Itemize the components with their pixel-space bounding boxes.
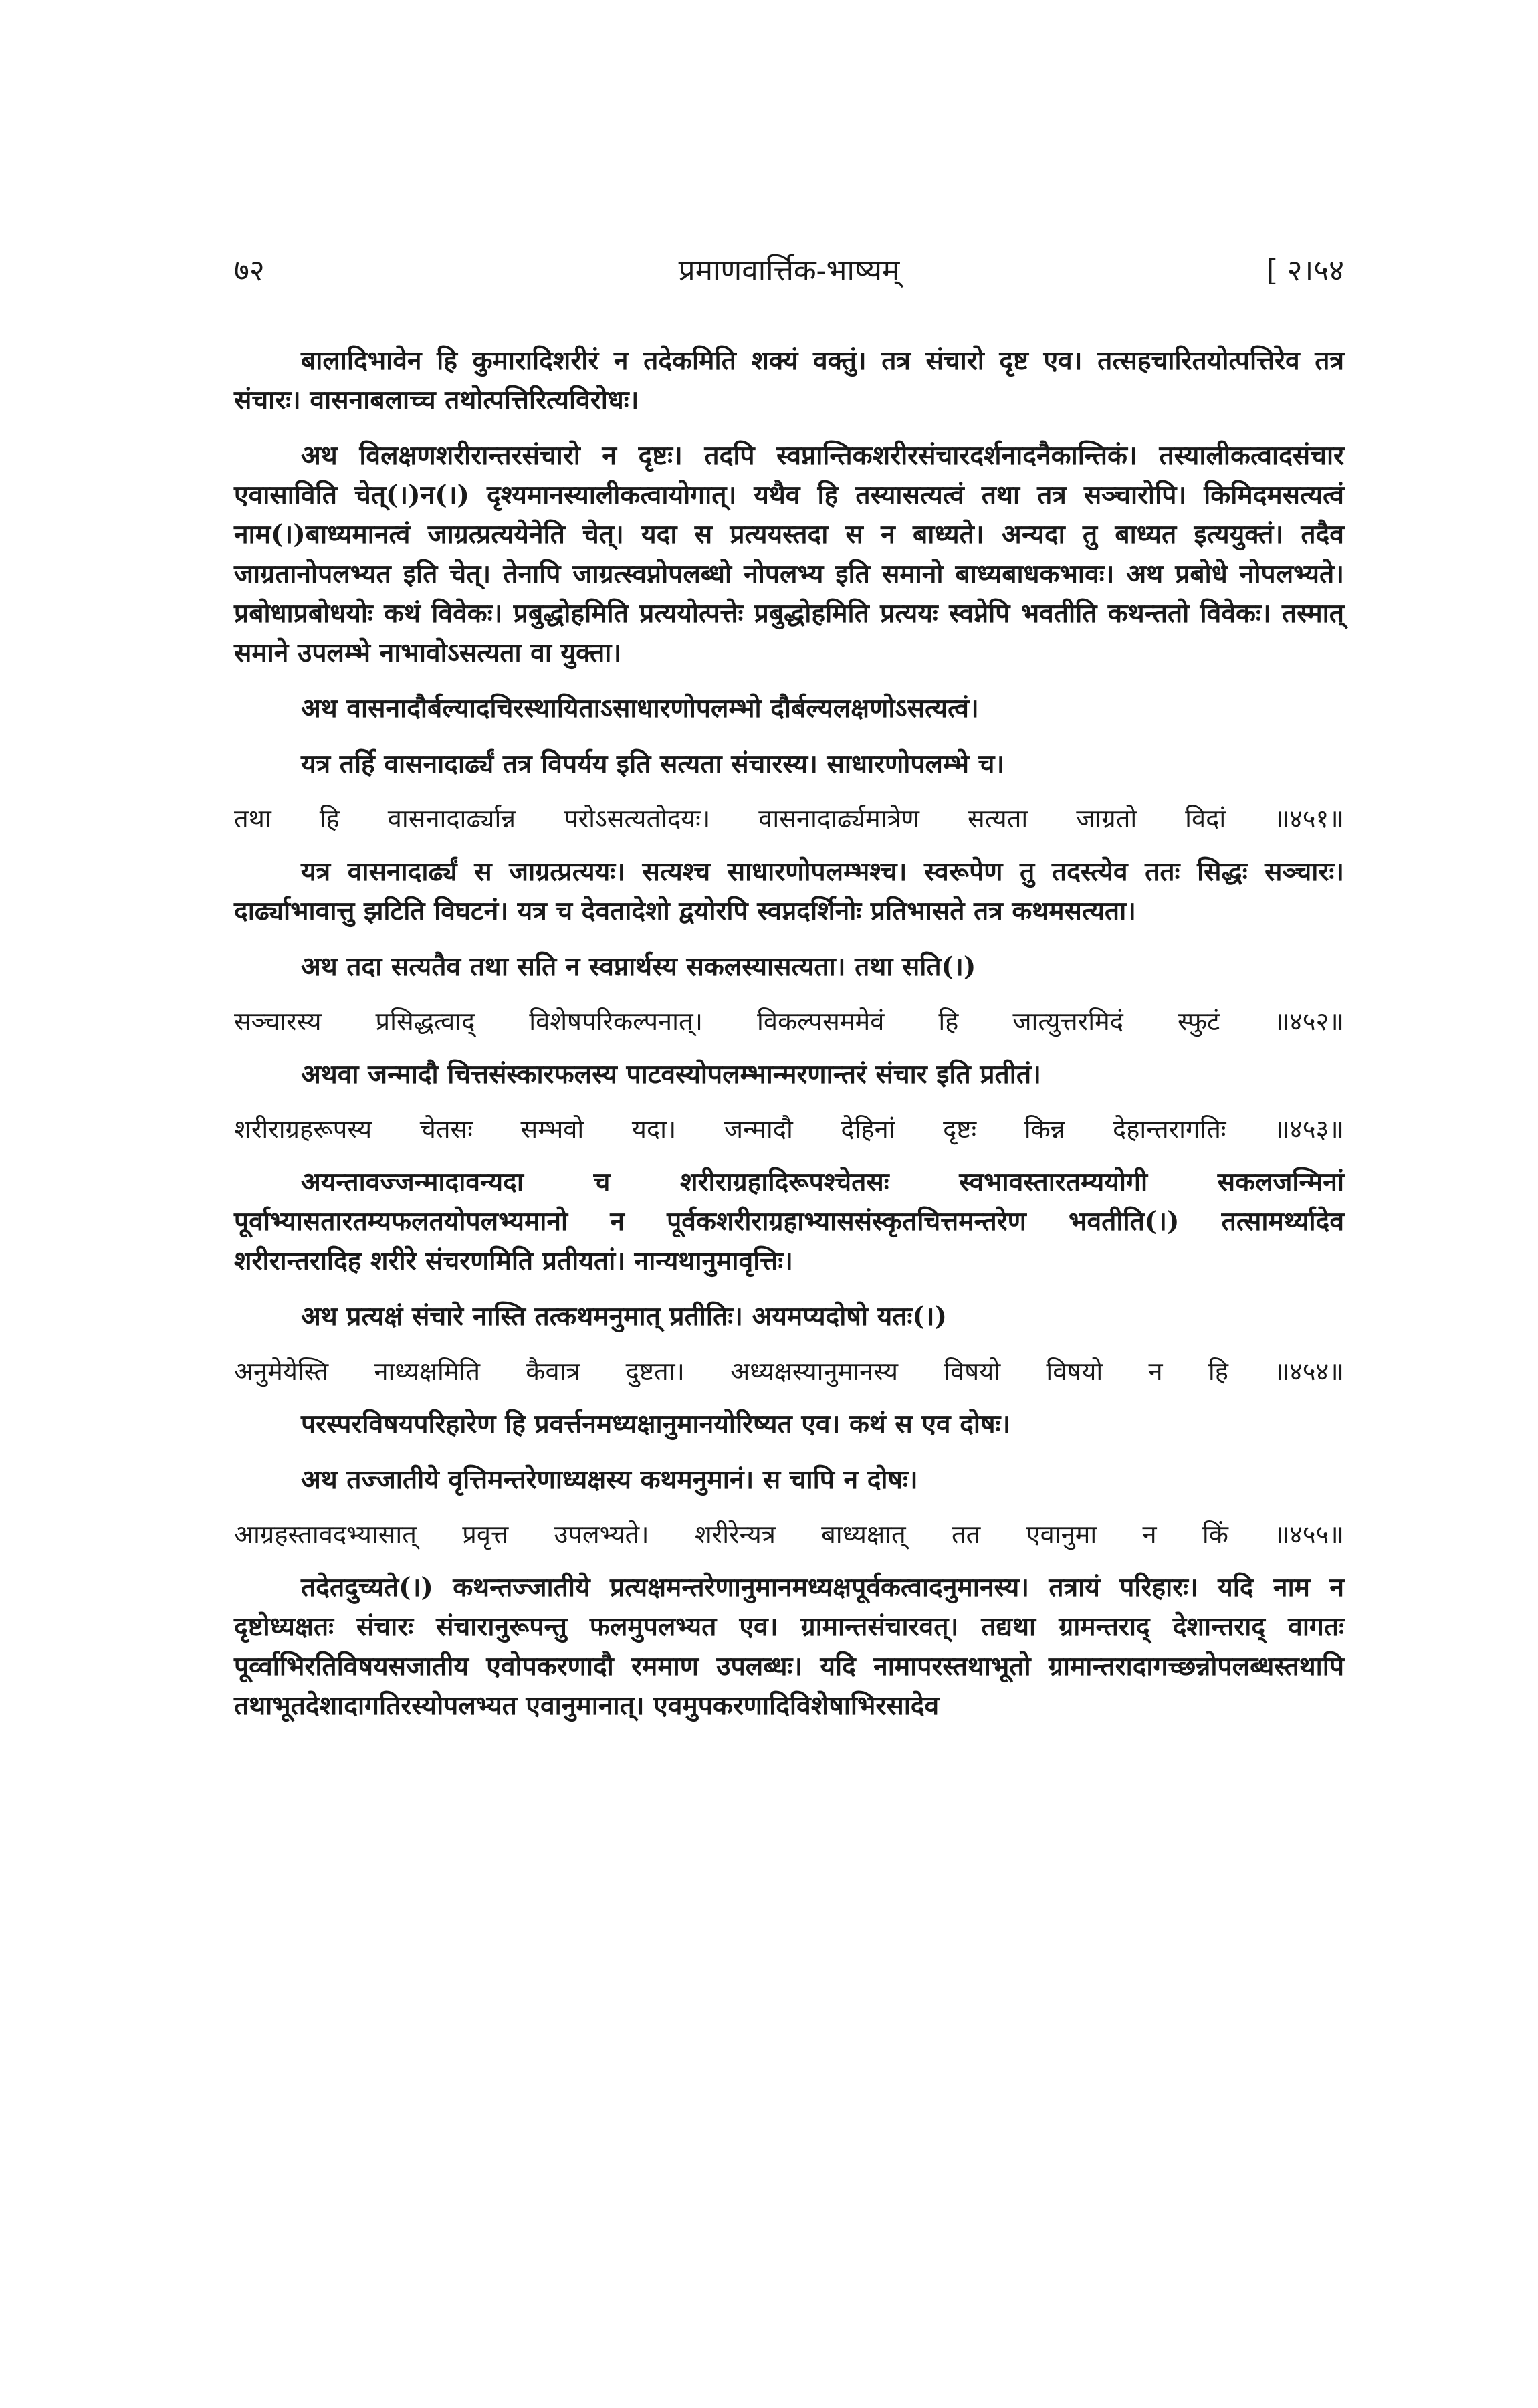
commentary-paragraph: अथ प्रत्यक्षं संचारे नास्ति तत्कथमनुमात् प्रतीतिः। अयमप्यदोषो यतः(।) — [301, 1301, 948, 1332]
commentary-paragraph: अयन्तावज्जन्मादावन्यदा च शरीराग्रहादिरूपश्चेतसः स्वभावस्तारतम्ययोगी सकलजन्मिनां पूर्वाभ्यासतारतम्यफलतयोपलभ्यमानो न पूर्वकशरीराग्रहाभ्याससंस्कृतचित्तमन्तरेण भवतीति(।) तत्सामर्थ्यादेव शरीरान्तरादिह शरीरे संचरणमिति प्रतीयतां। नान्यथानुमावृत्तिः। — [234, 1167, 1344, 1276]
verse-reference: [ २।५४ — [1266, 254, 1344, 288]
commentary-paragraph: परस्परविषयपरिहारेण हि प्रवर्त्तनमध्यक्षानुमानयोरिष्यत एव। कथं स एव दोषः। — [301, 1409, 1011, 1439]
verse-number: ॥४५३॥ — [1274, 1114, 1344, 1144]
verse-line — [234, 1516, 1344, 1553]
commentary-paragraph: यत्र वासनादार्ढ्यं स जाग्रत्प्रत्ययः। सत्यश्च साधारणोपलम्भश्च। स्वरूपेण तु तदस्त्येव ततः सिद्धः सञ्चारः। दार्ढ्याभावात्तु झटिति विघटनं। यत्र च देवतादेशो द्वयोरपि स्वप्नदर्शिनोः प्रतिभासते तत्र कथमसत्यता। — [234, 856, 1344, 926]
verse-number: ॥४५२॥ — [1274, 1007, 1344, 1036]
commentary-paragraph: अथ तदा सत्यतैव तथा सति न स्वप्नार्थस्य सकलस्यासत्यता। तथा सति(।) — [301, 951, 976, 982]
page-body — [234, 341, 1344, 1726]
page-number: ७२ — [234, 254, 265, 288]
verse-text: तथा हि वासनादार्ढ्यान्न परोऽसत्यतोदयः। वासनादार्ढ्यमात्रेण सत्यता जाग्रतो विदां — [234, 804, 1226, 833]
verse-line — [234, 1352, 1344, 1390]
commentary-paragraph: अथ तज्जातीये वृत्तिमन्तरेणाध्यक्षस्य कथमनुमानं। स चापि न दोषः। — [301, 1464, 918, 1495]
commentary-paragraph: अथ वासनादौर्बल्यादचिरस्थायिताऽसाधारणोपलम्भो दौर्बल्यलक्षणोऽसत्यत्वं। — [301, 693, 979, 724]
verse-text: सञ्चारस्य प्रसिद्धत्वाद् विशेषपरिकल्पनात्। विकल्पसममेवं हि जात्युत्तरमिदं स्फुटं — [234, 1007, 1220, 1036]
book-page — [234, 247, 1344, 1742]
commentary-paragraph: अथ विलक्षणशरीरान्तरसंचारो न दृष्टः। तदपि स्वप्नान्तिकशरीरसंचारदर्शनादनैकान्तिकं। तस्यालीकत्वादसंचार एवासाविति चेत्(।)न(।) दृश्यमानस्यालीकत्वायोगात्। यथैव हि तस्यासत्यत्वं तथा तत्र सञ्चारोपि। किमिदमसत्यत्वं नाम(।)बाध्यमानत्वं जाग्रत्प्रत्ययेनेति चेत्। यदा स प्रत्ययस्तदा स न बाध्यते। अन्यदा तु बाध्यत इत्ययुक्तं। तदैव जाग्रतानोपलभ्यत इति चेत्। तेनापि जाग्रत्स्वप्नोपलब्धो नोपलभ्य इति समानो बाध्यबाधकभावः। अथ प्रबोधे नोपलभ्यते। प्रबोधाप्रबोधयोः कथं विवेकः। प्रबुद्धोहमिति प्रत्ययोत्पत्तेः प्रबुद्धोहमिति प्रत्ययः स्वप्नेपि भवतीति कथन्ततो विवेकः। तस्मात् समाने उपलम्भे नाभावोऽसत्यता वा युक्ता। — [234, 440, 1344, 668]
verse-number: ॥४५१॥ — [1274, 804, 1344, 833]
verse-line — [234, 800, 1344, 837]
commentary-paragraph: तदेतदुच्यते(।) कथन्तज्जातीये प्रत्यक्षमन्तरेणानुमानमध्यक्षपूर्वकत्वादनुमानस्य। तत्रायं परिहारः। यदि नाम न दृष्टोध्यक्षतः संचारः संचारानुरूपन्तु फलमुपलभ्यत एव। ग्रामान्तसंचारवत्। तद्यथा ग्रामन्तराद् देशान्तराद् वागतः पूर्व्वाभिरतिविषयसजातीय एवोपकरणादौ रममाण उपलब्धः। यदि नामापरस्तथाभूतो ग्रामान्तरादागच्छन्नोपलब्धस्तथापि तथाभूतदेशादागतिरस्योपलभ्यत एवानुमानात्। एवमुपकरणादिविशेषाभिरसादेव — [234, 1572, 1344, 1721]
verse-text: शरीराग्रहरूपस्य चेतसः सम्भवो यदा। जन्मादौ देहिनां दृष्टः किन्न देहान्तरागतिः — [234, 1114, 1226, 1144]
running-title: प्रमाणवार्त्तिक-भाष्यम् — [678, 254, 900, 288]
commentary-paragraph: यत्र तर्हि वासनादार्ढ्यं तत्र विपर्यय इति सत्यता संचारस्य। साधारणोपलम्भे च। — [301, 748, 1005, 779]
verse-text: आग्रहस्तावदभ्यासात् प्रवृत्त उपलभ्यते। शरीरेन्यत्र बाध्यक्षात् तत एवानुमा न किं — [234, 1520, 1228, 1549]
verse-number: ॥४५४॥ — [1274, 1357, 1344, 1386]
verse-number: ॥४५५॥ — [1274, 1520, 1344, 1549]
commentary-paragraph: बालादिभावेन हि कुमारादिशरीरं न तदेकमिति शक्यं वक्तुं। तत्र संचारो दृष्ट एव। तत्सहचारितयोत्पत्तिरेव तत्र संचारः। वासनाबलाच्च तथोत्पत्तिरित्यविरोधः। — [234, 345, 1344, 415]
verse-line — [234, 1003, 1344, 1040]
verse-line — [234, 1110, 1344, 1148]
page-header — [234, 247, 1344, 294]
verse-text: अनुमेयेस्ति नाध्यक्षमिति कैवात्र दुष्टता। अध्यक्षस्यानुमानस्य विषयो विषयो न हि — [234, 1357, 1228, 1386]
commentary-paragraph: अथवा जन्मादौ चित्तसंस्कारफलस्य पाटवस्योपलम्भान्मरणान्तरं संचार इति प्रतीतं। — [301, 1059, 1041, 1090]
